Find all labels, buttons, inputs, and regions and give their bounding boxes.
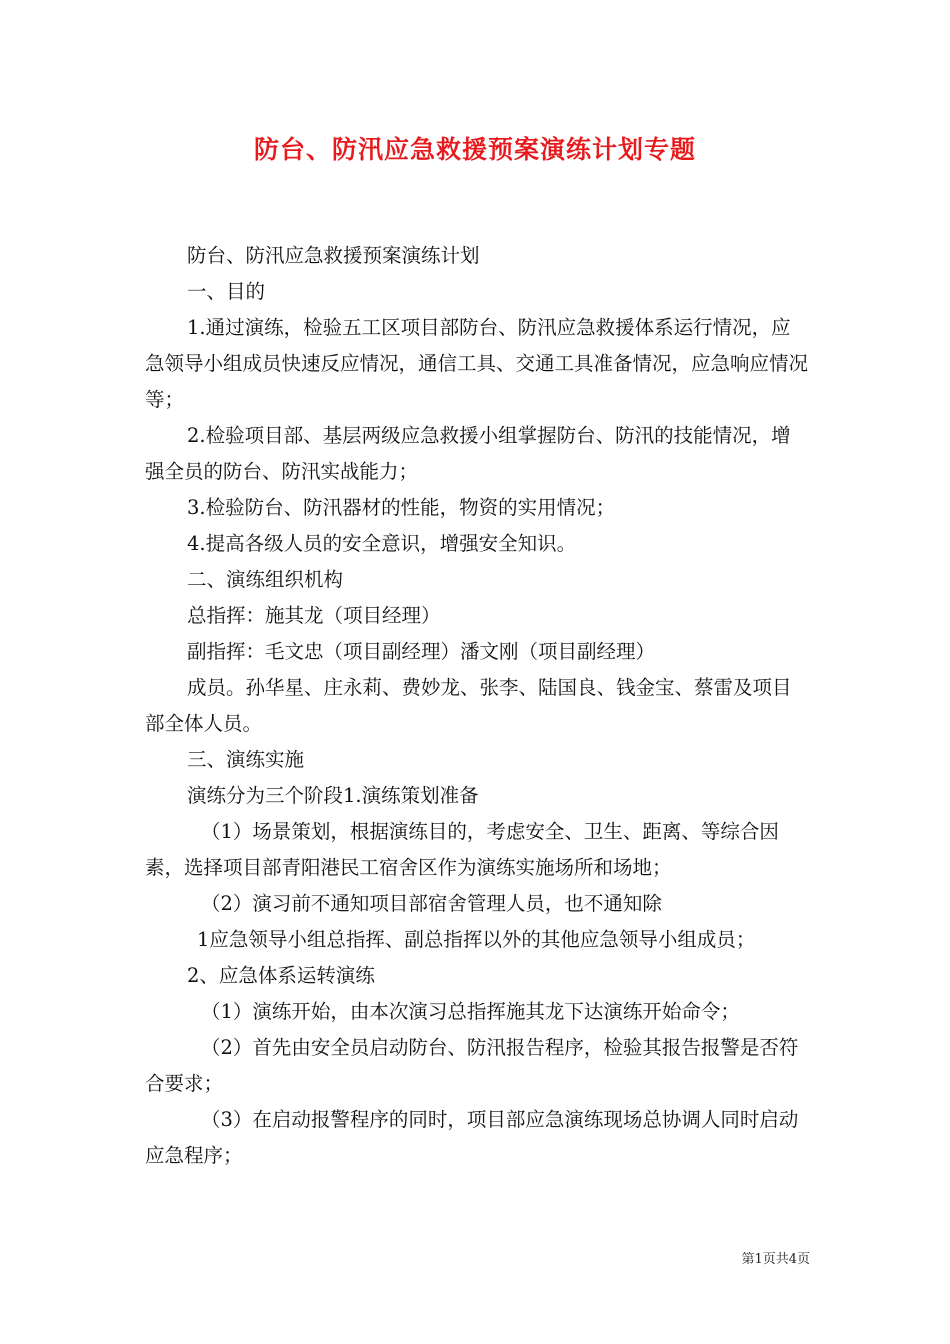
paragraph-no-notice: （2）演习前不通知项目部宿舍管理人员，也不通知除 bbox=[201, 892, 662, 915]
paragraph-purpose-4: 4.提高各级人员的安全意识，增强安全知识。 bbox=[187, 532, 577, 555]
paragraph-deputy-commander: 副指挥：毛文忠（项目副经理）潘文刚（项目副经理） bbox=[187, 640, 656, 663]
heading-system-drill: 2、应急体系运转演练 bbox=[187, 964, 375, 987]
paragraph-commander: 总指挥：施其龙（项目经理） bbox=[187, 604, 441, 627]
paragraph-subtitle: 防台、防汛应急救援预案演练计划 bbox=[187, 244, 480, 267]
paragraph-purpose-1: 1.通过演练，检验五工区项目部防台、防汛应急救援体系运行情况，应急领导小组成员快速反应情况，通信工具、交通工具准备情况，应急响应情况等； bbox=[145, 316, 809, 411]
paragraph-members: 成员。孙华星、庄永莉、费妙龙、张李、陆国良、钱金宝、蔡雷及项目部全体人员。 bbox=[145, 676, 792, 735]
document-body bbox=[145, 238, 810, 1174]
paragraph-purpose-3: 3.检验防台、防汛器材的性能，物资的实用情况； bbox=[187, 496, 616, 519]
paragraph-stages: 演练分为三个阶段1.演练策划准备 bbox=[187, 784, 479, 807]
paragraph-scene-planning: （1）场景策划，根据演练目的，考虑安全、卫生、距离、等综合因素，选择项目部青阳港民工宿舍区作为演练实施场所和场地； bbox=[145, 820, 779, 879]
paragraph-drill-start: （1）演练开始，由本次演习总指挥施其龙下达演练开始命令； bbox=[201, 1000, 740, 1023]
page-number: 第1页共4页 bbox=[741, 1252, 810, 1267]
document-title: 防台、防汛应急救援预案演练计划专题 bbox=[253, 135, 696, 164]
heading-implementation: 三、演练实施 bbox=[187, 748, 305, 771]
paragraph-emergency-procedure: （3）在启动报警程序的同时，项目部应急演练现场总协调人同时启动应急程序； bbox=[145, 1108, 799, 1167]
paragraph-purpose-2: 2.检验项目部、基层两级应急救援小组掌握防台、防汛的技能情况，增强全员的防台、防汛实战能力； bbox=[145, 424, 791, 483]
paragraph-alarm-report: （2）首先由安全员启动防台、防汛报告程序，检验其报告报警是否符合要求； bbox=[145, 1036, 799, 1095]
heading-purpose: 一、目的 bbox=[187, 280, 266, 303]
heading-organization: 二、演练组织机构 bbox=[187, 568, 344, 591]
paragraph-leaders-exception: 1应急领导小组总指挥、副总指挥以外的其他应急领导小组成员； bbox=[197, 928, 756, 951]
